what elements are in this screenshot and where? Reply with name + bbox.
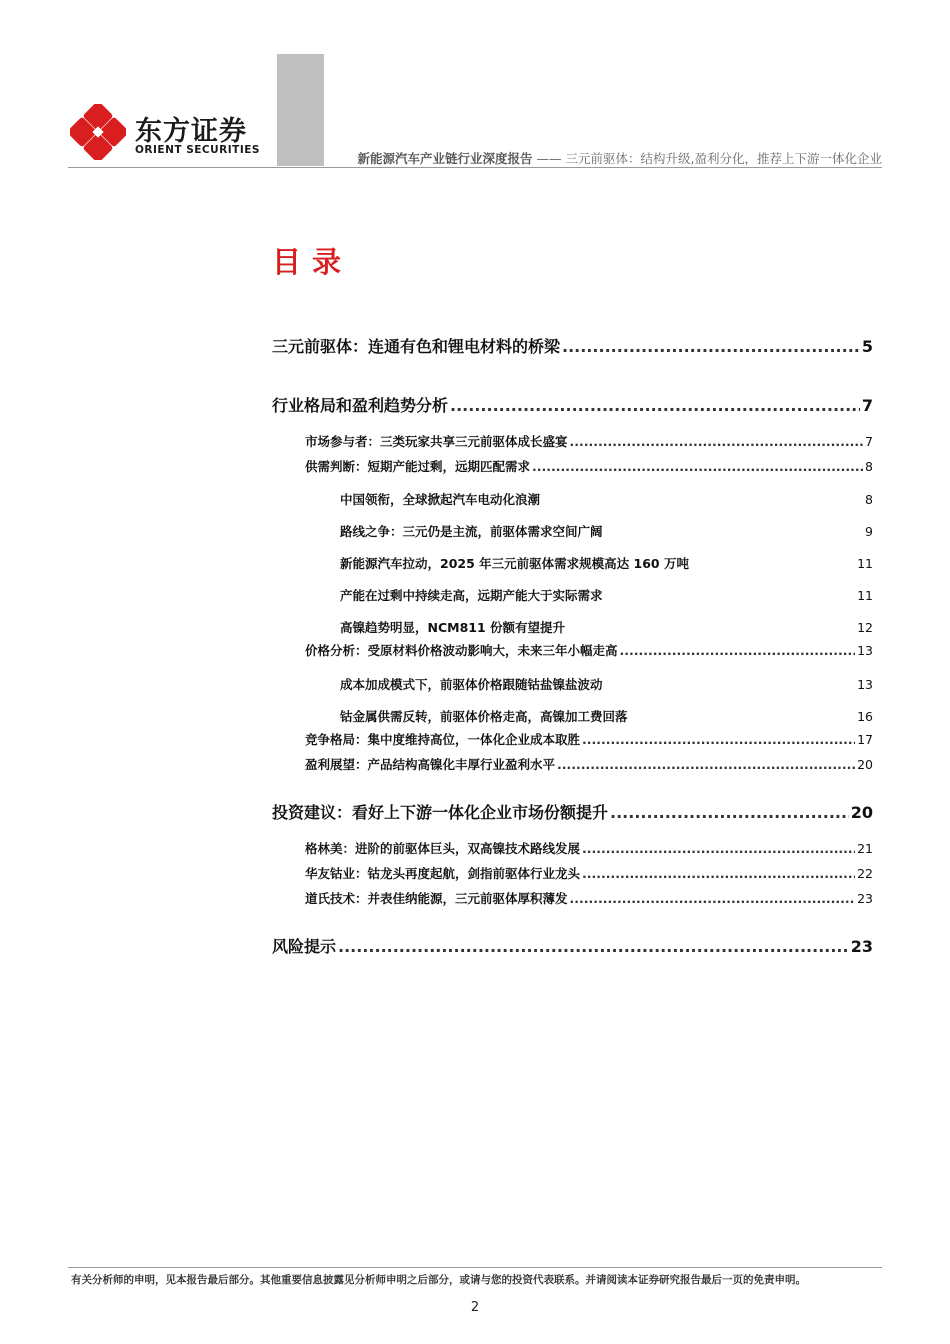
toc-entry-label: 投资建议：看好上下游一体化企业市场份额提升 bbox=[272, 803, 609, 822]
toc-entry[interactable] bbox=[340, 618, 873, 636]
toc-entry-label: 中国领衔，全球掀起汽车电动化浪潮 bbox=[340, 492, 541, 507]
toc-entry[interactable] bbox=[340, 586, 873, 604]
toc-entry-page: 11 bbox=[857, 556, 873, 571]
toc-leader-dots bbox=[562, 337, 860, 356]
toc-entry-label: 供需判断：短期产能过剩，远期匹配需求 bbox=[305, 459, 531, 474]
toc-entry-label: 华友钴业：钴龙头再度起航，剑指前驱体行业龙头 bbox=[305, 866, 581, 881]
toc-title: 目录 bbox=[272, 245, 353, 279]
logo-name-en: ORIENT SECURITIES bbox=[135, 144, 260, 156]
toc-entry[interactable] bbox=[272, 334, 873, 357]
toc-entry-label: 竞争格局：集中度维持高位，一体化企业成本取胜 bbox=[305, 732, 581, 747]
company-logo bbox=[70, 104, 270, 162]
toc-entry[interactable] bbox=[272, 800, 873, 823]
toc-leader-dots bbox=[570, 434, 864, 449]
toc-entry-page: 8 bbox=[865, 459, 873, 474]
toc-entry-page: 7 bbox=[865, 434, 873, 449]
toc-entry-page: 23 bbox=[850, 937, 873, 956]
toc-entry-page: 7 bbox=[861, 396, 873, 415]
toc-entry[interactable] bbox=[272, 393, 873, 416]
toc-entry-label: 高镍趋势明显，NCM811 份额有望提升 bbox=[340, 620, 566, 635]
toc-leader-dots bbox=[570, 891, 856, 906]
toc-leader-dots bbox=[338, 937, 849, 956]
toc-entry-label: 市场参与者：三类玩家共享三元前驱体成长盛宴 bbox=[305, 434, 568, 449]
toc-entry-label: 道氏技术：并表佳纳能源，三元前驱体厚积薄发 bbox=[305, 891, 568, 906]
toc-entry-label: 路线之争：三元仍是主流，前驱体需求空间广阔 bbox=[340, 524, 603, 539]
toc-entry[interactable] bbox=[305, 457, 873, 475]
toc-leader-dots bbox=[582, 732, 855, 747]
toc-entry-page: 11 bbox=[857, 588, 873, 603]
toc-leader-dots bbox=[450, 396, 860, 415]
toc-entry-label: 价格分析：受原材料价格波动影响大，未来三年小幅走高 bbox=[305, 643, 618, 658]
toc-leader-dots bbox=[582, 866, 855, 881]
toc-entry-label: 风险提示 bbox=[272, 937, 337, 956]
toc-entry-label: 格林美：进阶的前驱体巨头，双高镍技术路线发展 bbox=[305, 841, 581, 856]
toc-leader-dots bbox=[582, 841, 855, 856]
toc-leader-dots bbox=[610, 803, 849, 822]
toc-entry-page: 16 bbox=[857, 709, 873, 724]
toc-entry[interactable] bbox=[340, 554, 873, 572]
toc-entry[interactable] bbox=[340, 522, 873, 540]
toc-entry[interactable] bbox=[305, 730, 873, 748]
toc-entry-page: 17 bbox=[857, 732, 873, 747]
toc-entry-page: 13 bbox=[857, 643, 873, 658]
toc-entry-label: 钴金属供需反转，前驱体价格走高，高镍加工费回落 bbox=[340, 709, 628, 724]
toc-entry-label: 三元前驱体：连通有色和锂电材料的桥梁 bbox=[272, 337, 561, 356]
toc-entry-label: 新能源汽车拉动，2025 年三元前驱体需求规模高达 160 万吨 bbox=[340, 556, 689, 571]
toc-entry[interactable] bbox=[305, 641, 873, 659]
toc-entry[interactable] bbox=[340, 490, 873, 508]
toc-entry[interactable] bbox=[305, 755, 873, 773]
toc-entry-page: 12 bbox=[857, 620, 873, 635]
toc-entry-label: 盈利展望：产品结构高镍化丰厚行业盈利水平 bbox=[305, 757, 556, 772]
toc-entry-page: 22 bbox=[857, 866, 873, 881]
header-report-title: 三元前驱体：结构升级,盈利分化，推荐上下游一体化企业 bbox=[565, 151, 882, 166]
toc-entry-page: 9 bbox=[865, 524, 873, 539]
toc-leader-dots bbox=[532, 459, 863, 474]
toc-entry-label: 行业格局和盈利趋势分析 bbox=[272, 396, 449, 415]
header-divider bbox=[68, 167, 882, 168]
footer-divider bbox=[68, 1267, 882, 1268]
toc-entry-page: 20 bbox=[857, 757, 873, 772]
toc-entry-page: 23 bbox=[857, 891, 873, 906]
header-gray-block bbox=[277, 54, 324, 166]
toc-leader-dots bbox=[620, 643, 856, 658]
toc-entry-page: 5 bbox=[861, 337, 873, 356]
page-number: 2 bbox=[470, 1300, 480, 1315]
toc-entry-label: 产能在过剩中持续走高，远期产能大于实际需求 bbox=[340, 588, 603, 603]
toc-entry-page: 21 bbox=[857, 841, 873, 856]
header-report-type: 新能源汽车产业链行业深度报告 bbox=[357, 151, 533, 166]
toc-entry[interactable] bbox=[305, 839, 873, 857]
toc-entry[interactable] bbox=[340, 707, 873, 725]
toc-entry[interactable] bbox=[305, 432, 873, 450]
toc-entry-page: 8 bbox=[865, 492, 873, 507]
toc-entry[interactable] bbox=[305, 889, 873, 907]
footer-disclaimer: 有关分析师的申明，见本报告最后部分。其他重要信息披露见分析师申明之后部分，或请与您的投资代表联系。并请阅读本证券研究报告最后一页的免责申明。 bbox=[71, 1274, 806, 1286]
orient-securities-logo-icon bbox=[70, 104, 126, 160]
logo-name-cn: 东方证券 bbox=[135, 116, 247, 147]
toc-entry-label: 成本加成模式下，前驱体价格跟随钴盐镍盐波动 bbox=[340, 677, 603, 692]
toc-leader-dots bbox=[557, 757, 855, 772]
toc-entry-page: 13 bbox=[857, 677, 873, 692]
toc-entry[interactable] bbox=[340, 675, 873, 693]
toc-entry-page: 20 bbox=[850, 803, 873, 822]
header-separator: —— bbox=[536, 151, 562, 166]
toc-entry[interactable] bbox=[305, 864, 873, 882]
toc-entry[interactable] bbox=[272, 934, 873, 957]
running-header bbox=[358, 149, 882, 167]
